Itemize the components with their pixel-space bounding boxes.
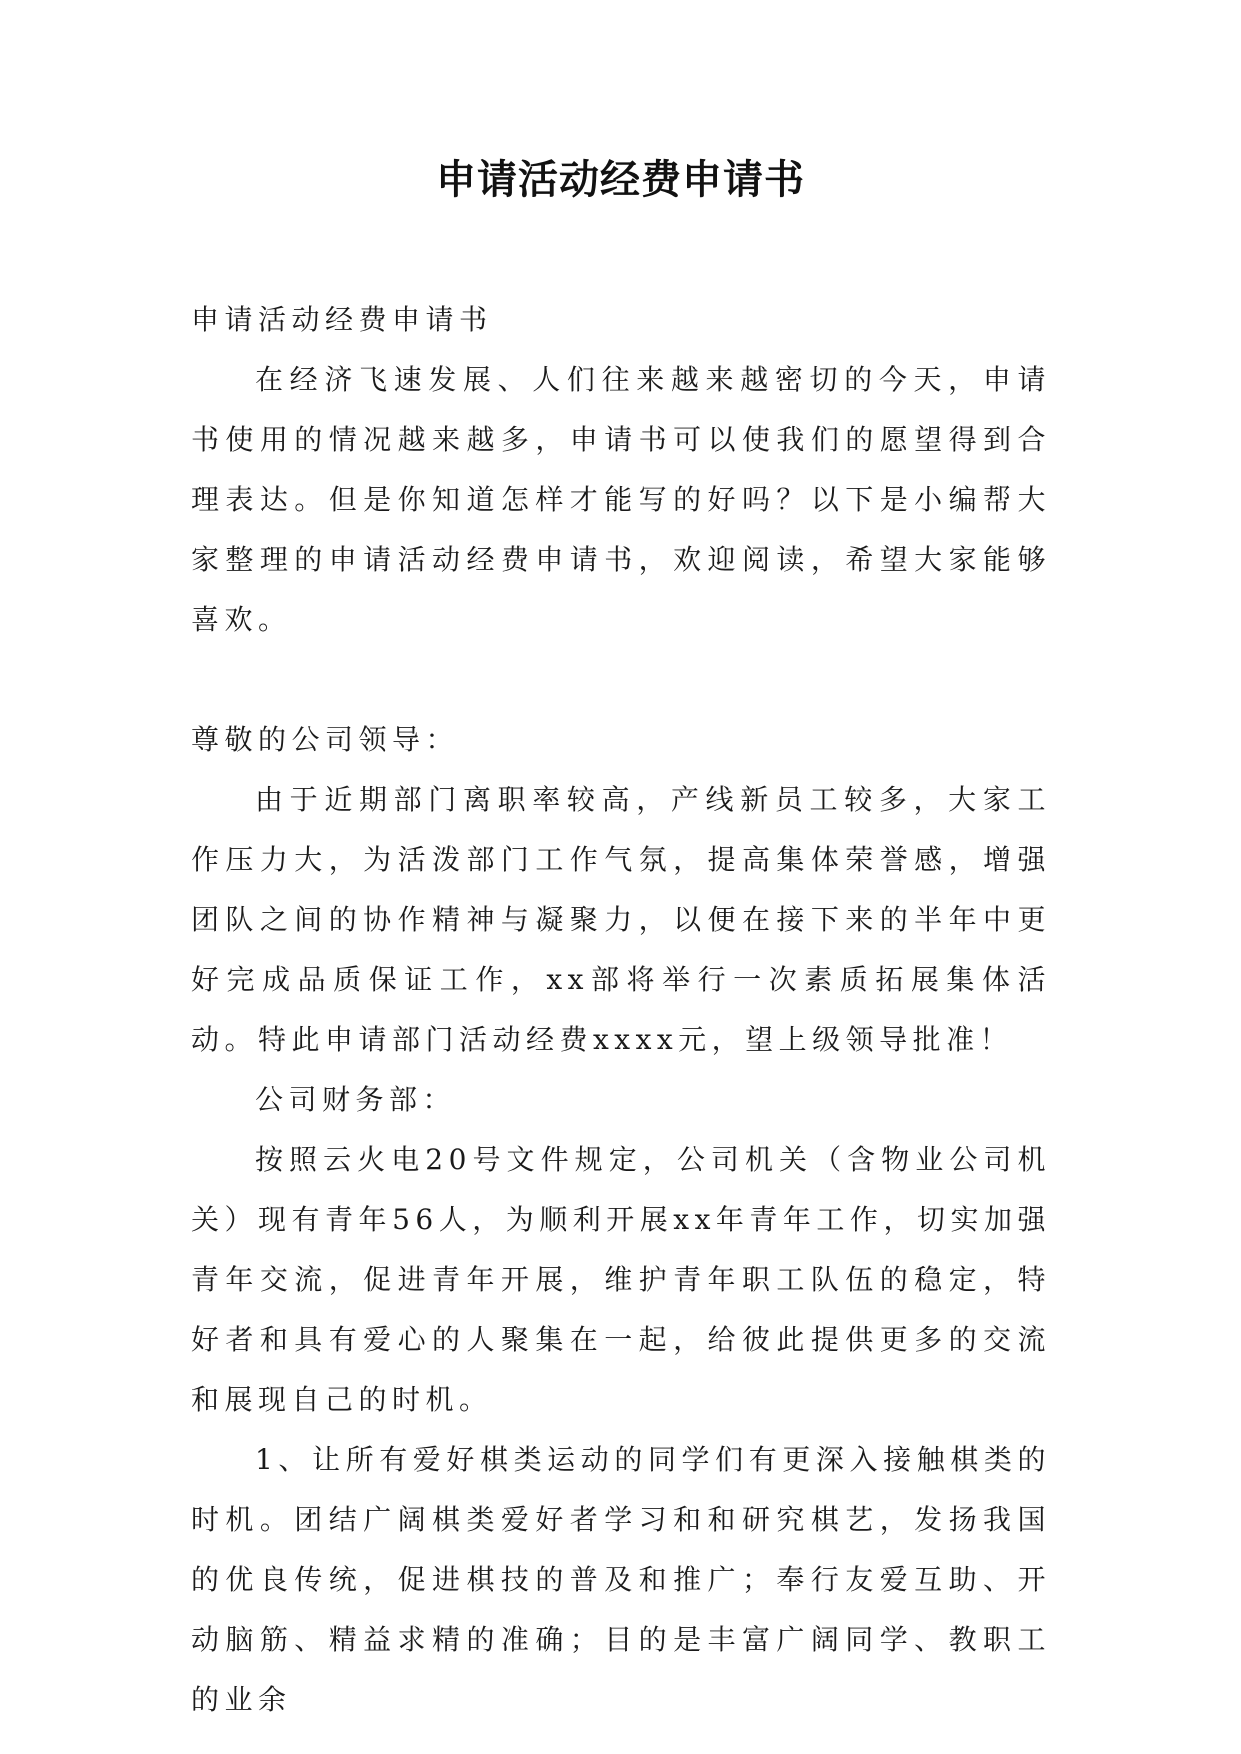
document-body [191, 290, 1051, 1730]
subtitle-paragraph: 申请活动经费申请书 [191, 303, 493, 336]
item-1-paragraph: 1、让所有爱好棋类运动的同学们有更深入接触棋类的时机。团结广阔棋类爱好者学习和和研究棋艺，发扬我国的优良传统，促进棋技的普及和推广；奉行友爱互助、开动脑筋、精益求精的准确；目的是丰富广阔同学、教职工的业余 [191, 1443, 1051, 1716]
intro-paragraph: 在经济飞速发展、人们往来越来越密切的今天，申请书使用的情况越来越多，申请书可以使我们的愿望得到合理表达。但是你知道怎样才能写的好吗？以下是小编帮大家整理的申请活动经费申请书，欢迎阅读，希望大家能够喜欢。 [191, 363, 1051, 636]
document-title: 申请活动经费申请书 [436, 157, 805, 203]
finance-salutation-paragraph: 公司财务部： [255, 1083, 457, 1116]
salutation-paragraph: 尊敬的公司领导： [191, 723, 460, 756]
request-paragraph: 由于近期部门离职率较高，产线新员工较多，大家工作压力大，为活泼部门工作气氛，提高集体荣誉感，增强团队之间的协作精神与凝聚力，以便在接下来的半年中更好完成品质保证工作，xx部将举行一次素质拓展集体活动。特此申请部门活动经费xxxx元，望上级领导批准！ [191, 783, 1051, 1056]
paragraph-spacer [191, 650, 1051, 710]
finance-body-paragraph: 按照云火电20号文件规定，公司机关（含物业公司机关）现有青年56人，为顺利开展xx年青年工作，切实加强青年交流，促进青年开展，维护青年职工队伍的稳定，特好者和具有爱心的人聚集在一起，给彼此提供更多的交流和展现自己的时机。 [191, 1143, 1051, 1416]
